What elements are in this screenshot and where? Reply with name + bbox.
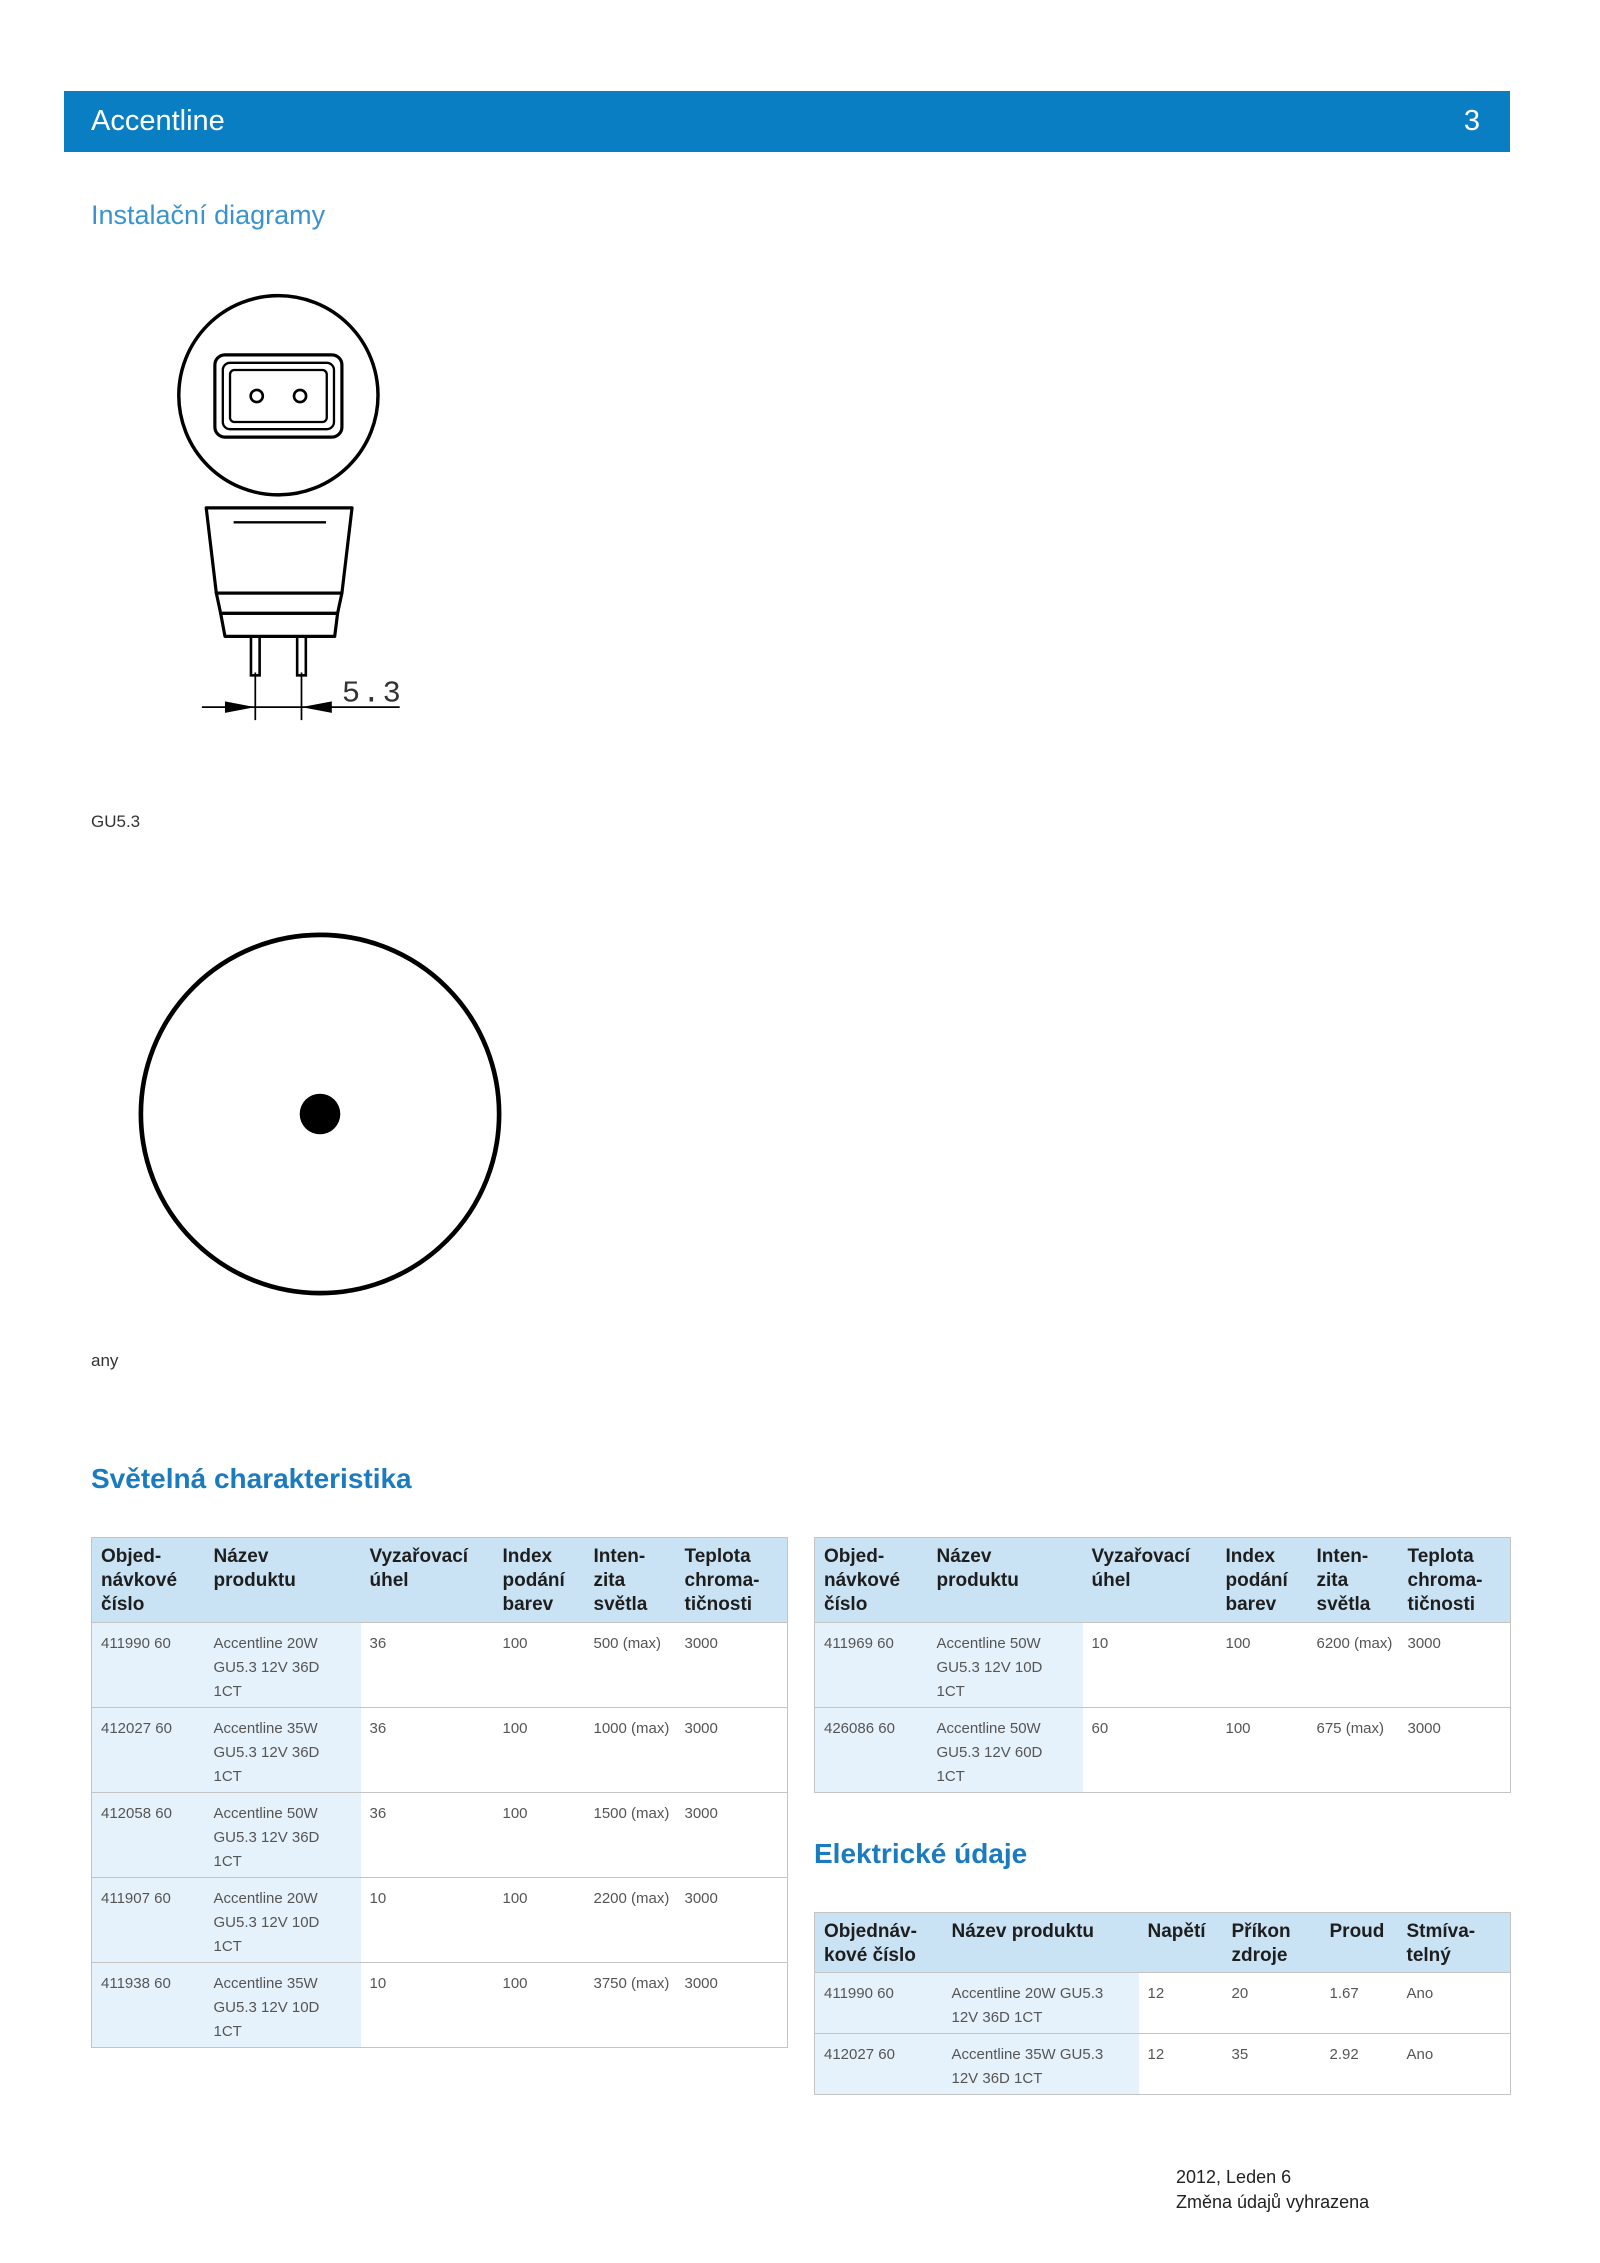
- table-row: [92, 1623, 788, 1708]
- column-header-color-temperature: Teplota chroma- tičnosti: [1399, 1538, 1511, 1623]
- column-header-color-rendering: Index podání barev: [1217, 1538, 1308, 1623]
- light-characteristics-table-left: [91, 1537, 788, 2048]
- product-name: Accentline 35W GU5.3 12V 36D 1CT: [951, 2046, 1104, 2087]
- power-cell: 35: [1223, 2034, 1321, 2095]
- table-header-row: [92, 1538, 788, 1623]
- order-number-cell: 412027 60: [815, 2034, 943, 2095]
- beam-angle-cell: 10: [361, 1963, 494, 2048]
- circle-dot-diagram-icon: [130, 924, 510, 1304]
- column-header-order-number: Objednáv- kové číslo: [815, 1913, 943, 1973]
- lamp-base-diagram-icon: [144, 274, 433, 736]
- product-name: Accentline 20W GU5.3 12V 36D 1CT: [951, 1985, 1104, 2026]
- column-header-dimmable: Stmíva- telný: [1398, 1913, 1511, 1973]
- column-header-color-temperature: Teplota chroma- tičnosti: [676, 1538, 788, 1623]
- dimmable-cell: Ano: [1398, 1973, 1511, 2034]
- intensity-cell: 1500 (max): [585, 1793, 676, 1878]
- beam-angle-cell: 36: [361, 1793, 494, 1878]
- column-header-color-rendering: Index podání barev: [494, 1538, 585, 1623]
- product-name: Accentline 20W GU5.3 12V 36D 1CT: [213, 1635, 320, 1700]
- beam-angle-cell: 60: [1083, 1708, 1217, 1793]
- power-cell: 20: [1223, 1973, 1321, 2034]
- product-name-cell: [928, 1708, 1083, 1793]
- diagram-caption-base: GU5.3: [91, 812, 141, 831]
- footer-note: Změna údajů vyhrazena: [1176, 2192, 1370, 2212]
- color-rendering-cell: 100: [1217, 1623, 1308, 1708]
- color-rendering-cell: 100: [494, 1963, 585, 2048]
- order-number-cell: 411990 60: [92, 1623, 205, 1708]
- intensity-cell: 675 (max): [1308, 1708, 1399, 1793]
- current-cell: 2.92: [1321, 2034, 1398, 2095]
- light-characteristics-heading: Světelná charakteristika: [91, 1463, 412, 1494]
- beam-angle-cell: 10: [1083, 1623, 1217, 1708]
- table-row: [92, 1708, 788, 1793]
- table-header-row: [815, 1538, 1511, 1623]
- table-row: [92, 1793, 788, 1878]
- footer-date: 2012, Leden 6: [1176, 2167, 1292, 2187]
- color-temperature-cell: 3000: [1399, 1623, 1511, 1708]
- column-header-beam-angle: Vyzařovací úhel: [1083, 1538, 1217, 1623]
- table-header-row: [815, 1913, 1511, 1973]
- center-dot: [300, 1094, 341, 1135]
- lamp-body-upper: [206, 508, 352, 593]
- color-temperature-cell: 3000: [1399, 1708, 1511, 1793]
- table-row: [815, 2034, 1511, 2095]
- beam-angle-cell: 36: [361, 1708, 494, 1793]
- product-name: Accentline 20W GU5.3 12V 10D 1CT: [213, 1890, 320, 1955]
- color-rendering-cell: 100: [494, 1793, 585, 1878]
- product-name-cell: [943, 1973, 1139, 2034]
- pin-left: [251, 636, 260, 675]
- product-name: Accentline 35W GU5.3 12V 36D 1CT: [213, 1720, 320, 1785]
- product-name-cell: [943, 2034, 1139, 2095]
- table-row: [815, 1973, 1511, 2034]
- color-temperature-cell: 3000: [676, 1623, 788, 1708]
- connector-middle: [223, 363, 334, 429]
- pin-hole-right: [294, 390, 306, 402]
- color-temperature-cell: 3000: [676, 1793, 788, 1878]
- column-header-product-name: Název produktu: [928, 1538, 1083, 1623]
- order-number-cell: 412058 60: [92, 1793, 205, 1878]
- product-name: Accentline 50W GU5.3 12V 36D 1CT: [213, 1805, 320, 1870]
- connector-inner: [230, 370, 327, 422]
- dimmable-cell: Ano: [1398, 2034, 1511, 2095]
- column-header-beam-angle: Vyzařovací úhel: [361, 1538, 494, 1623]
- table-row: [815, 1623, 1511, 1708]
- connector-outer: [215, 355, 342, 437]
- product-name-cell: [928, 1623, 1083, 1708]
- color-temperature-cell: 3000: [676, 1708, 788, 1793]
- column-header-power: Příkon zdroje: [1223, 1913, 1321, 1973]
- intensity-cell: 2200 (max): [585, 1878, 676, 1963]
- dimension-label: 5.3: [341, 677, 403, 712]
- installation-diagrams-heading: Instalační diagramy: [91, 200, 326, 230]
- column-header-order-number: Objed- návkové číslo: [92, 1538, 205, 1623]
- color-rendering-cell: 100: [494, 1623, 585, 1708]
- lamp-body-band: [216, 593, 342, 613]
- dimension-arrow-right: [301, 701, 331, 713]
- product-name: Accentline 50W GU5.3 12V 60D 1CT: [936, 1720, 1043, 1785]
- dimension-arrow-left: [225, 701, 255, 713]
- intensity-cell: 6200 (max): [1308, 1623, 1399, 1708]
- table-row: [815, 1708, 1511, 1793]
- column-header-order-number: Objed- návkové číslo: [815, 1538, 928, 1623]
- light-characteristics-table-right: [814, 1537, 1511, 1793]
- order-number-cell: 411907 60: [92, 1878, 205, 1963]
- column-header-intensity: Inten- zita světla: [1308, 1538, 1399, 1623]
- table-row: [92, 1878, 788, 1963]
- intensity-cell: 1000 (max): [585, 1708, 676, 1793]
- document-title: Accentline: [91, 105, 225, 137]
- header-bar: [64, 91, 1510, 152]
- order-number-cell: 412027 60: [92, 1708, 205, 1793]
- color-rendering-cell: 100: [494, 1708, 585, 1793]
- product-name-cell: [205, 1963, 361, 2048]
- product-name-cell: [205, 1708, 361, 1793]
- lamp-body-base: [221, 613, 338, 636]
- beam-angle-cell: 10: [361, 1878, 494, 1963]
- product-name: Accentline 50W GU5.3 12V 10D 1CT: [936, 1635, 1043, 1700]
- product-name-cell: [205, 1623, 361, 1708]
- column-header-intensity: Inten- zita světla: [585, 1538, 676, 1623]
- product-name-cell: [205, 1793, 361, 1878]
- beam-angle-cell: 36: [361, 1623, 494, 1708]
- column-header-voltage: Napětí: [1139, 1913, 1223, 1973]
- order-number-cell: 411990 60: [815, 1973, 943, 2034]
- pin-hole-left: [251, 390, 263, 402]
- order-number-cell: 411969 60: [815, 1623, 928, 1708]
- color-temperature-cell: 3000: [676, 1878, 788, 1963]
- table-row: [92, 1963, 788, 2048]
- pin-right: [297, 636, 306, 675]
- column-header-product-name: Název produktu: [943, 1913, 1139, 1973]
- electrical-data-heading: Elektrické údaje: [814, 1838, 1028, 1869]
- electrical-data-table: [814, 1912, 1511, 2095]
- order-number-cell: 411938 60: [92, 1963, 205, 2048]
- color-rendering-cell: 100: [1217, 1708, 1308, 1793]
- product-name-cell: [205, 1878, 361, 1963]
- column-header-product-name: Název produktu: [205, 1538, 361, 1623]
- order-number-cell: 426086 60: [815, 1708, 928, 1793]
- voltage-cell: 12: [1139, 2034, 1223, 2095]
- voltage-cell: 12: [1139, 1973, 1223, 2034]
- intensity-cell: 3750 (max): [585, 1963, 676, 2048]
- color-temperature-cell: 3000: [676, 1963, 788, 2048]
- current-cell: 1.67: [1321, 1973, 1398, 2034]
- intensity-cell: 500 (max): [585, 1623, 676, 1708]
- diagram-caption-position: any: [91, 1351, 119, 1370]
- product-name: Accentline 35W GU5.3 12V 10D 1CT: [213, 1975, 320, 2040]
- column-header-current: Proud: [1321, 1913, 1398, 1973]
- page-number: 3: [1463, 105, 1480, 137]
- base-view-circle: [179, 296, 378, 495]
- color-rendering-cell: 100: [494, 1878, 585, 1963]
